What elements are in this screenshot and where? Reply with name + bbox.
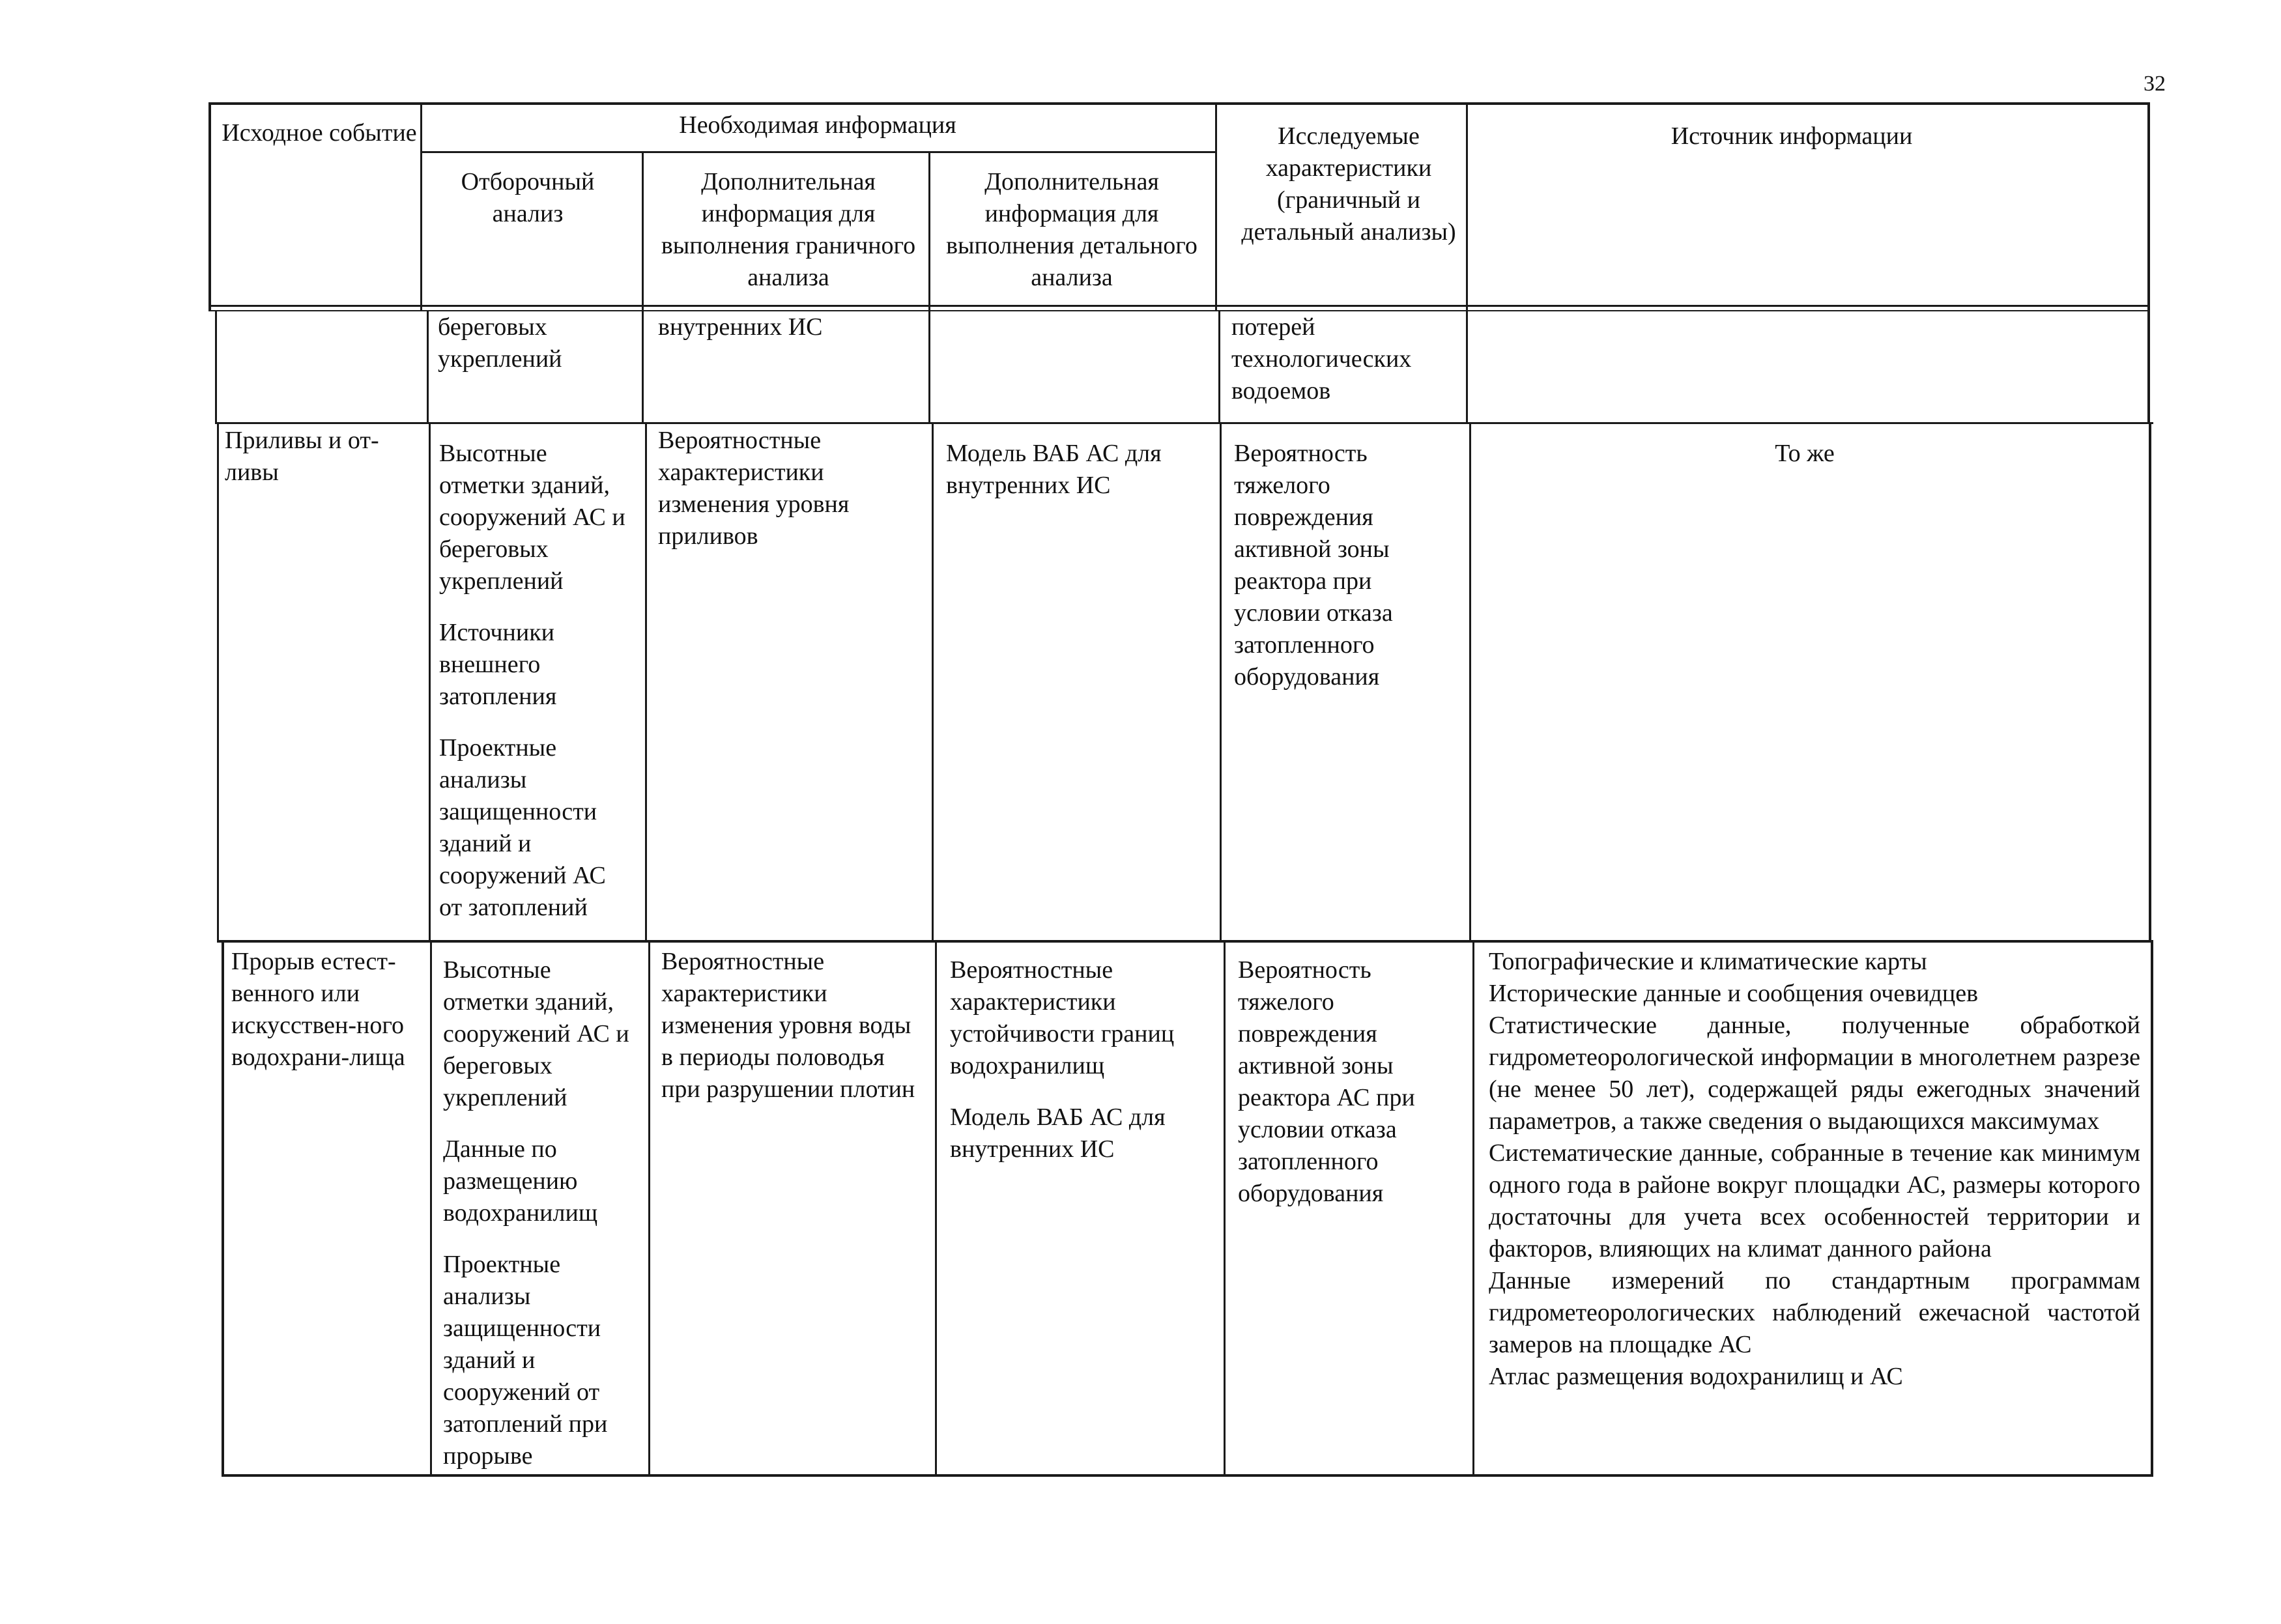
- page-number: 32: [2144, 72, 2166, 96]
- vline: [928, 151, 930, 311]
- row2-screening: [439, 438, 635, 924]
- row3-source-item: Статистические данные, полученные обработкой гидрометеорологической информации в многолетнем разрезе (не менее 50 лет), содержащей ряды ежегодных значений параметров, а также сведения о выдающихся максимумах: [1489, 1012, 2140, 1135]
- vline: [2151, 940, 2153, 1477]
- vline: [429, 422, 431, 943]
- row3-event: Прорыв естест-венного или искусствен-ного водохрани-лища: [231, 948, 405, 1071]
- row2-screening-item: Высотные отметки зданий, сооружений АС и береговых укреплений: [439, 440, 625, 595]
- row3-screening-item: Высотные отметки зданий, сооружений АС и береговых укреплений: [443, 956, 629, 1111]
- header-screening: Отборочный анализ: [461, 168, 595, 227]
- header-boundary-info: Дополнительная информация для выполнения граничного анализа: [661, 168, 916, 291]
- vline: [1466, 310, 1468, 424]
- row3-screening: [443, 954, 638, 1472]
- vline: [1466, 102, 1468, 311]
- vline: [1220, 422, 1222, 943]
- row1-screening: береговых укреплений: [438, 313, 562, 373]
- vline: [928, 310, 930, 424]
- row3-source-item: Систематические данные, собранные в течение как минимум одного года в районе вокруг площадки АС, размеры которого достаточны для учета всех особенностей территории и факторов, влияющих на климат данного района: [1489, 1139, 2140, 1262]
- vline: [1218, 310, 1220, 424]
- header-subrule: [420, 151, 1215, 153]
- row2-boundary: Вероятностные характеристики изменения уровня приливов: [658, 427, 850, 550]
- row3-detailed: [950, 954, 1224, 1165]
- row3-boundary: Вероятностные характеристики изменения уровня воды в периоды половодья при разрушении плотин: [661, 948, 915, 1103]
- row1-characteristics: потерей технологических водоемов: [1231, 313, 1412, 405]
- row3-detailed-item: Вероятностные характеристики устойчивости границ водохранилищ: [950, 956, 1175, 1079]
- vline: [208, 102, 211, 311]
- row3-screening-item: Данные по размещению водохранилищ: [443, 1135, 598, 1227]
- vline: [222, 940, 224, 1477]
- vline: [1224, 940, 1226, 1477]
- row2-event: Приливы и от-ливы: [225, 427, 379, 486]
- header-characteristics: Исследуемые характеристики (граничный и детальный анализы): [1241, 122, 1456, 246]
- row3-screening-item: Проектные анализы защищенности зданий и сооружений от затоплений при прорыве: [443, 1251, 608, 1470]
- row1-bottom-rule: [215, 422, 2153, 424]
- header-initial-event: Исходное событие: [222, 119, 417, 147]
- vline: [1469, 422, 1471, 943]
- row3-source: [1489, 946, 2140, 1393]
- vline: [420, 102, 422, 311]
- vline: [2147, 102, 2150, 311]
- vline: [1215, 102, 1217, 311]
- vline: [427, 310, 429, 424]
- vline: [1472, 940, 1474, 1477]
- row3-source-item: Данные измерений по стандартным программам гидрометеорологических наблюдений ежечасной частотой замеров на площадке АС: [1489, 1267, 2140, 1358]
- vline: [430, 940, 432, 1477]
- vline: [935, 940, 937, 1477]
- row2-source: То же: [1775, 440, 1835, 467]
- vline: [648, 940, 650, 1477]
- vline: [645, 422, 647, 943]
- row2-screening-item: Проектные анализы защищенности зданий и сооружений АС от затоплений: [439, 734, 606, 921]
- vline: [642, 151, 644, 311]
- row3-source-item: Атлас размещения водохранилищ и АС: [1489, 1363, 1903, 1390]
- row2-characteristics: Вероятность тяжелого повреждения активной зоны реактора при условии отказа затопленного оборудования: [1234, 440, 1393, 691]
- vline: [217, 422, 219, 943]
- table-border-bottom: [222, 1474, 2153, 1477]
- row1-boundary: внутренних ИС: [658, 313, 823, 341]
- table-border-top: [208, 102, 2150, 105]
- header-bottom-rule-2: [208, 310, 2150, 311]
- vline: [642, 310, 644, 424]
- vline: [932, 422, 934, 943]
- row2-bottom-rule: [218, 940, 2153, 943]
- header-bottom-rule: [208, 305, 2150, 307]
- row2-detailed: Модель ВАБ АС для внутренних ИС: [946, 440, 1162, 499]
- row3-characteristics: Вероятность тяжелого повреждения активной зоны реактора АС при условии отказа затопленного оборудования: [1238, 956, 1415, 1207]
- vline: [2149, 422, 2151, 943]
- row3-source-item: Топографические и климатические карты: [1489, 948, 1927, 975]
- row2-screening-item: Источники внешнего затопления: [439, 619, 557, 710]
- row3-detailed-item: Модель ВАБ АС для внутренних ИС: [950, 1104, 1166, 1163]
- header-required-info: Необходимая информация: [679, 111, 956, 139]
- header-source: Источник информации: [1671, 122, 1913, 150]
- row3-source-item: Исторические данные и сообщения очевидцев: [1489, 980, 1979, 1007]
- header-detailed-info: Дополнительная информация для выполнения детального анализа: [946, 168, 1198, 291]
- vline: [2147, 310, 2150, 424]
- vline: [215, 310, 217, 424]
